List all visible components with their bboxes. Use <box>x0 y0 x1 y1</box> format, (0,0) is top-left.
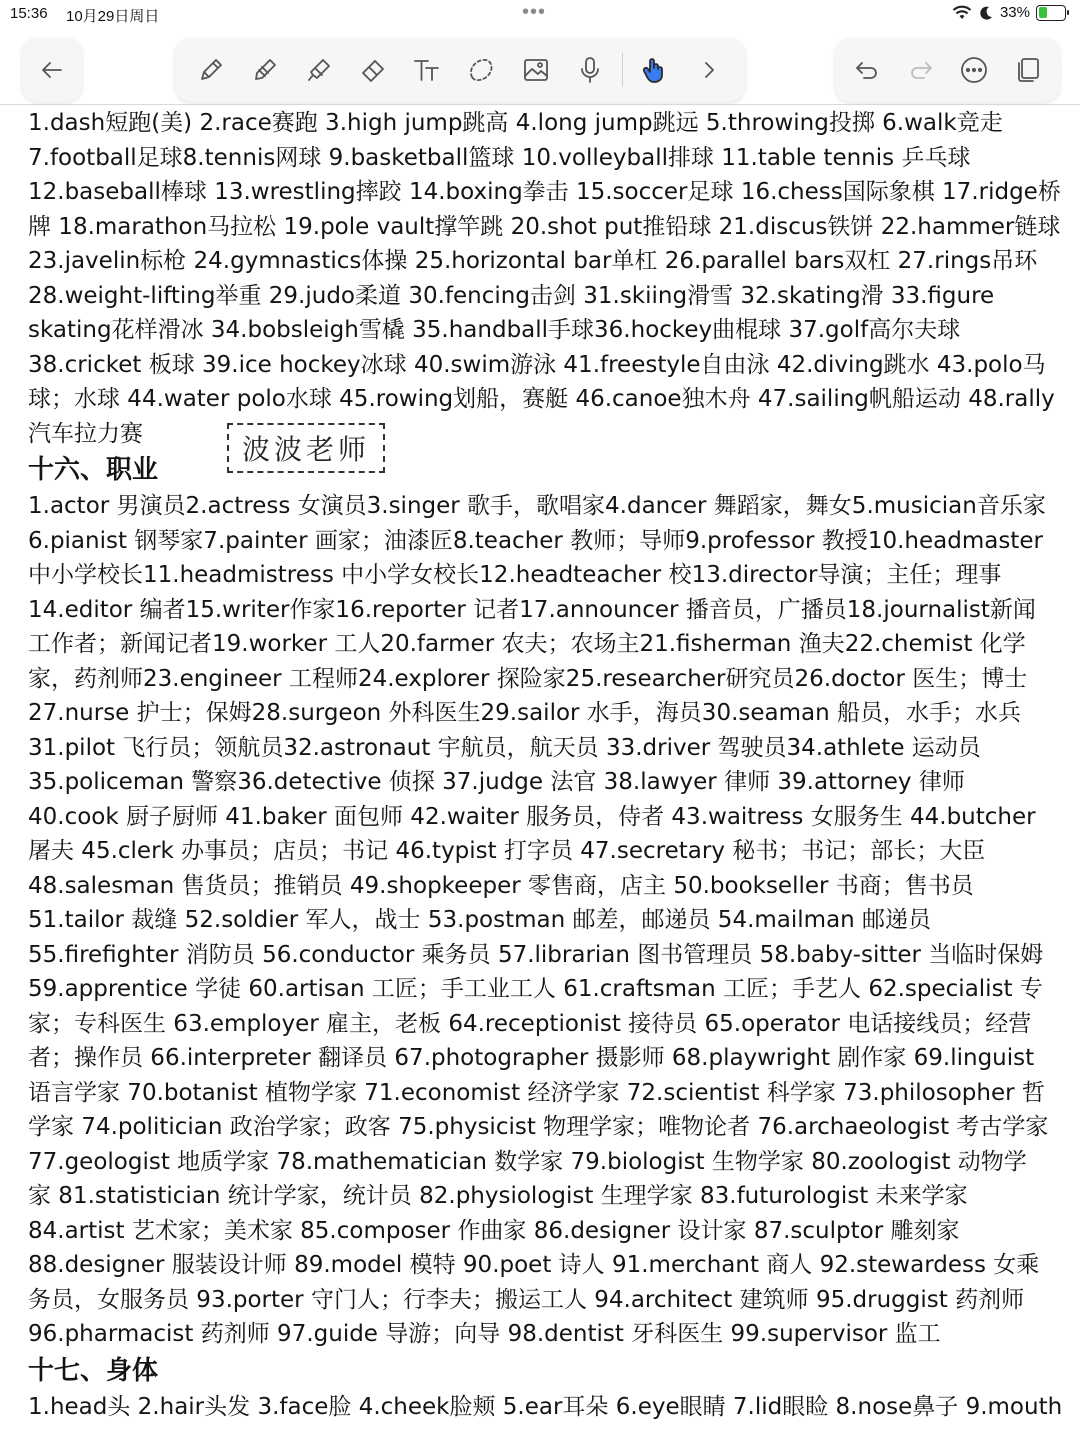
undo-button[interactable] <box>845 48 889 92</box>
text-line: 球；水球 44.water polo水球 45.rowing划船，赛艇 46.canoe独木舟 47.sailing帆船运动 48.rally <box>28 386 1055 412</box>
more-options-button[interactable] <box>952 48 996 92</box>
text-line: 工作者；新闻记者19.worker 工人20.farmer 农夫；农场主21.fisherman 渔夫22.chemist 化学 <box>28 631 1026 657</box>
battery-icon <box>1036 5 1066 21</box>
status-bar <box>0 0 1080 28</box>
text-line: 38.cricket 板球 39.ice hockey冰球 40.swim游泳 41.freestyle自由泳 42.diving跳水 43.polo马 <box>28 351 1046 378</box>
chevron-right-icon <box>694 55 724 85</box>
text-line: skating花样滑冰 34.bobsleigh雪橇 35.handball手球36.hockey曲棍球 37.golf高尔夫球 <box>28 317 961 343</box>
note-page[interactable] <box>28 106 1063 1424</box>
more-icon <box>959 55 989 85</box>
section-16-heading: 十六、职业 <box>28 455 159 485</box>
text-line: 家；专科医生 63.employer 雇主，老板 64.receptionist 接待员 65.operator 电话接线员；经营 <box>28 1010 1032 1037</box>
redo-icon <box>906 55 936 85</box>
pencil-icon <box>250 55 280 85</box>
lasso-tool-button[interactable] <box>459 48 503 92</box>
back-toolbar <box>22 38 82 102</box>
text-line: 35.policeman 警察36.detective 侦探 37.judge 法官 38.lawyer 律师 39.attorney 律师 <box>28 769 965 795</box>
text-line: 者；操作员 66.interpreter 翻译员 67.photographer 摄影师 68.playwright 剧作家 69.linguist <box>28 1045 1035 1071</box>
text-line: 1.head头 2.hair头发 3.face脸 4.cheek脸颊 5.ear耳朵 6.eye眼睛 7.lid眼睑 8.nose鼻子 9.mouth <box>28 1393 1063 1420</box>
multitasking-dots-icon[interactable]: ••• <box>522 1 547 23</box>
lasso-icon <box>466 55 496 85</box>
text-line: 51.tailor 裁缝 52.soldier 军人，战士 53.postman 邮差，邮递员 54.mailman 邮递员 <box>28 907 932 933</box>
image-icon <box>521 55 551 85</box>
text-line: 1.actor 男演员2.actress 女演员3.singer 歌手，歌唱家4.dancer 舞蹈家，舞女5.musician音乐家 <box>28 493 1046 519</box>
wifi-icon <box>952 5 972 21</box>
section-17-body <box>28 1390 1063 1425</box>
text-line: 牌 18.marathon马拉松 19.pole vault撑竿跳 20.shot put推铅球 21.discus铁饼 22.hammer链球 <box>28 213 1061 240</box>
section-17-heading: 十七、身体 <box>28 1355 159 1386</box>
back-button[interactable] <box>30 48 74 92</box>
text-line: 7.football足球8.tennis网球 9.basketball篮球 10.volleyball排球 11.table tennis 乒乓球 <box>28 144 971 171</box>
moon-icon <box>978 5 994 21</box>
text-line: 家 81.statistician 统计学家，统计员 82.physiologist 生理学家 83.futurologist 未来学家 <box>28 1183 968 1209</box>
text-line: 务员，女服务员 93.porter 守门人；行李夫；搬运工人 94.architect 建筑师 95.druggist 药剂师 <box>28 1286 1025 1313</box>
eraser-tool-button[interactable] <box>351 48 395 92</box>
text-line: 59.apprentice 学徒 60.artisan 工匠；手工业工人 61.craftsman 工匠；手艺人 62.specialist 专 <box>28 976 1043 1002</box>
actions-toolbar <box>835 38 1060 102</box>
status-date: 10月29日周日 <box>66 8 160 25</box>
pages-icon <box>1013 55 1043 85</box>
pen-tool-button[interactable] <box>189 48 233 92</box>
highlighter-tool-button[interactable] <box>297 48 341 92</box>
text-line: 学家 74.politician 政治学家；政客 75.physicist 物理学家；唯物论者 76.archaeologist 考古学家 <box>28 1114 1049 1140</box>
battery-percent: 33% <box>999 4 1030 21</box>
redo-button[interactable] <box>899 48 943 92</box>
highlighter-icon <box>304 55 334 85</box>
text-line: 12.baseball棒球 13.wrestling摔跤 14.boxing拳击 15.soccer足球 16.chess国际象棋 17.ridge桥 <box>28 179 1061 205</box>
text-line: 48.salesman 售货员；推销员 49.shopkeeper 零售商，店主 50.bookseller 书商；售书员 <box>28 872 974 899</box>
hand-tool-button[interactable] <box>633 48 677 92</box>
text-line: 31.pilot 飞行员；领航员32.astronaut 宇航员，航天员 33.driver 驾驶员34.athlete 运动员 <box>28 734 981 761</box>
back-arrow-icon <box>37 55 67 85</box>
drawing-tools-toolbar <box>175 38 745 102</box>
image-tool-button[interactable] <box>514 48 558 92</box>
text-tool-button[interactable] <box>405 48 449 92</box>
microphone-icon <box>575 55 605 85</box>
text-line: 家，药剂师23.engineer 工程师24.explorer 探险家25.researcher研究员26.doctor 医生；博士 <box>28 665 1028 692</box>
header-divider <box>0 104 1080 105</box>
text-line: 23.javelin标枪 24.gymnastics体操 25.horizontal bar单杠 26.parallel bars双杠 27.rings吊环 <box>28 248 1038 274</box>
text-line: 88.designer 服装设计师 89.model 模特 90.poet 诗人 91.merchant 商人 92.stewardess 女乘 <box>28 1252 1040 1278</box>
pen-icon <box>196 55 226 85</box>
text-tool-icon <box>412 55 442 85</box>
toolbar-separator <box>622 53 623 87</box>
text-line: 55.firefighter 消防员 56.conductor 乘务员 57.librarian 图书管理员 58.baby-sitter 当临时保姆 <box>28 941 1044 968</box>
battery-fill <box>1039 7 1047 18</box>
status-indicators <box>952 4 1066 21</box>
eraser-icon <box>358 55 388 85</box>
text-line: 96.pharmacist 药剂师 97.guide 导游；向导 98.dentist 牙科医生 99.supervisor 监工 <box>28 1321 941 1347</box>
section-15-body <box>28 106 1061 451</box>
microphone-tool-button[interactable] <box>568 48 612 92</box>
text-line: 语言学家 70.botanist 植物学家 71.economist 经济学家 72.scientist 科学家 73.philosopher 哲 <box>28 1079 1045 1106</box>
hand-pointer-icon <box>640 55 670 85</box>
text-line: 1.dash短跑(美) 2.race赛跑 3.high jump跳高 4.long jump跳远 5.throwing投掷 6.walk竞走 <box>28 110 1003 136</box>
text-line: 汽车拉力赛 <box>28 420 143 447</box>
pencil-tool-button[interactable] <box>243 48 287 92</box>
text-line: 屠夫 45.clerk 办事员；店员；书记 46.typist 打字员 47.secretary 秘书；书记；部长；大臣 <box>28 838 986 864</box>
text-line: 中小学校长11.headmistress 中小学女校长12.headteacher 校13.director导演；主任；理事 <box>28 562 1002 588</box>
section-16-body <box>28 489 1058 1352</box>
author-watermark: 波波老师 <box>227 423 385 473</box>
pages-button[interactable] <box>1006 48 1050 92</box>
text-line: 84.artist 艺术家；美术家 85.composer 作曲家 86.designer 设计家 87.sculptor 雕刻家 <box>28 1217 960 1244</box>
text-line: 28.weight-lifting举重 29.judo柔道 30.fencing击剑 31.skiing滑雪 32.skating滑 33.figure <box>28 282 995 309</box>
text-line: 6.pianist 钢琴家7.painter 画家；油漆匠8.teacher 教师；导师9.professor 教授10.headmaster <box>28 527 1043 554</box>
undo-icon <box>852 55 882 85</box>
text-line: 27.nurse 护士；保姆28.surgeon 外科医生29.sailor 水手，海员30.seaman 船员，水手；水兵 <box>28 700 1021 726</box>
text-line: 77.geologist 地质学家 78.mathematician 数学家 79.biologist 生物学家 80.zoologist 动物学 <box>28 1148 1027 1175</box>
status-time: 15:36 <box>10 5 48 22</box>
more-tools-button[interactable] <box>687 48 731 92</box>
text-line: 40.cook 厨子厨师 41.baker 面包师 42.waiter 服务员，侍者 43.waitress 女服务生 44.butcher <box>28 803 1036 830</box>
text-line: 14.editor 编者15.writer作家16.reporter 记者17.announcer 播音员，广播员18.journalist新闻 <box>28 596 1036 623</box>
